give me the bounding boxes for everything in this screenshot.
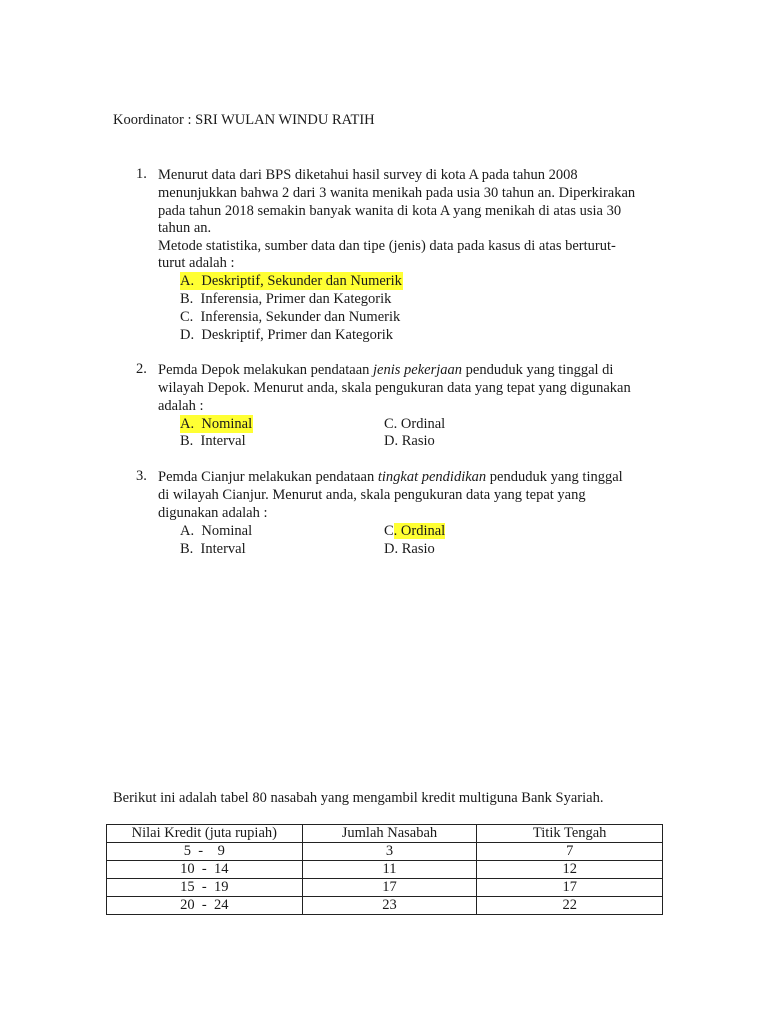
emphasis-text: tingkat pendidikan: [377, 469, 487, 485]
question-text-line: Metode statistika, sumber data dan tipe (jenis) data pada kasus di atas berturut-: [158, 238, 616, 254]
emphasis-text: jenis pekerjaan: [373, 362, 463, 378]
coordinator-line: Koordinator : SRI WULAN WINDU RATIH: [113, 112, 375, 128]
option-letter: A.: [180, 273, 195, 289]
table-cell: 11: [302, 861, 477, 879]
option-c: C. Ordinal: [384, 416, 446, 432]
option-b: [180, 432, 246, 450]
question-number: 2.: [136, 361, 147, 377]
text-segment: Pemda Cianjur melakukan pendataan: [158, 469, 378, 485]
column-header: Titik Tengah: [477, 825, 663, 843]
option-letter: C: [384, 523, 394, 539]
option-letter: D.: [180, 327, 195, 343]
table-cell: 12: [477, 861, 663, 879]
text-segment: penduduk yang tinggal: [486, 469, 623, 485]
question-number: 3.: [136, 468, 147, 484]
question-text-line: adalah :: [158, 398, 204, 414]
option-a-answer: [180, 272, 403, 290]
question-text-line: digunakan adalah :: [158, 505, 268, 521]
option-text: Nominal: [201, 523, 253, 539]
option-c-answer: [384, 522, 445, 540]
option-b: [180, 290, 391, 308]
question-text-line: [158, 361, 613, 379]
table-cell: 17: [302, 879, 477, 897]
option-letter: B.: [180, 433, 194, 449]
table-cell: 5 - 9: [107, 843, 303, 861]
option-text: . Ordinal: [393, 523, 446, 539]
option-letter: A.: [180, 416, 195, 432]
option-d: D. Rasio: [384, 433, 435, 449]
option-d: [180, 326, 393, 344]
table-row: [107, 897, 663, 915]
table-header-row: [107, 825, 663, 843]
table-cell: 15 - 19: [107, 879, 303, 897]
question-text-line: Menurut data dari BPS diketahui hasil survey di kota A pada tahun 2008: [158, 167, 578, 183]
table-cell: 3: [302, 843, 477, 861]
question-text-line: wilayah Depok. Menurut anda, skala pengukuran data yang tepat yang digunakan: [158, 380, 631, 396]
option-text: Inferensia, Sekunder dan Numerik: [200, 309, 401, 325]
option-a-answer: [180, 415, 253, 433]
option-text: Deskriptif, Primer dan Kategorik: [201, 327, 394, 343]
option-text: Deskriptif, Sekunder dan Numerik: [201, 273, 402, 289]
table-cell: 22: [477, 897, 663, 915]
option-b: [180, 540, 246, 558]
question-text-line: menunjukkan bahwa 2 dari 3 wanita menikah pada usia 30 tahun an. Diperkirakan: [158, 185, 636, 201]
option-a: [180, 522, 252, 540]
text-segment: penduduk yang tinggal di: [462, 362, 614, 378]
table-row: [107, 843, 663, 861]
credit-table: [106, 824, 663, 915]
column-header: Nilai Kredit (juta rupiah): [107, 825, 303, 843]
table-cell: 23: [302, 897, 477, 915]
table-cell: 17: [477, 879, 663, 897]
option-letter: B.: [180, 541, 194, 557]
table-row: [107, 879, 663, 897]
option-c: [180, 308, 400, 326]
table-cell: 20 - 24: [107, 897, 303, 915]
table-cell: 10 - 14: [107, 861, 303, 879]
option-text: Interval: [200, 541, 246, 557]
column-header: Jumlah Nasabah: [302, 825, 477, 843]
option-letter: B.: [180, 291, 194, 307]
option-letter: C.: [180, 309, 194, 325]
text-segment: Pemda Depok melakukan pendataan: [158, 362, 374, 378]
option-text: Inferensia, Primer dan Kategorik: [200, 291, 392, 307]
option-d: D. Rasio: [384, 541, 435, 557]
question-text-line: [158, 468, 623, 486]
table-intro: Berikut ini adalah tabel 80 nasabah yang mengambil kredit multiguna Bank Syariah.: [113, 790, 604, 806]
question-text-line: di wilayah Cianjur. Menurut anda, skala pengukuran data yang tepat yang: [158, 487, 586, 503]
option-text: Nominal: [201, 416, 253, 432]
table-cell: 7: [477, 843, 663, 861]
question-text-line: tahun an.: [158, 220, 212, 236]
table-row: [107, 861, 663, 879]
option-letter: A.: [180, 523, 195, 539]
option-text: Interval: [200, 433, 246, 449]
question-number: 1.: [136, 166, 147, 182]
question-text-line: pada tahun 2018 semakin banyak wanita di kota A yang menikah di atas usia 30: [158, 203, 622, 219]
question-text-line: turut adalah :: [158, 255, 235, 271]
